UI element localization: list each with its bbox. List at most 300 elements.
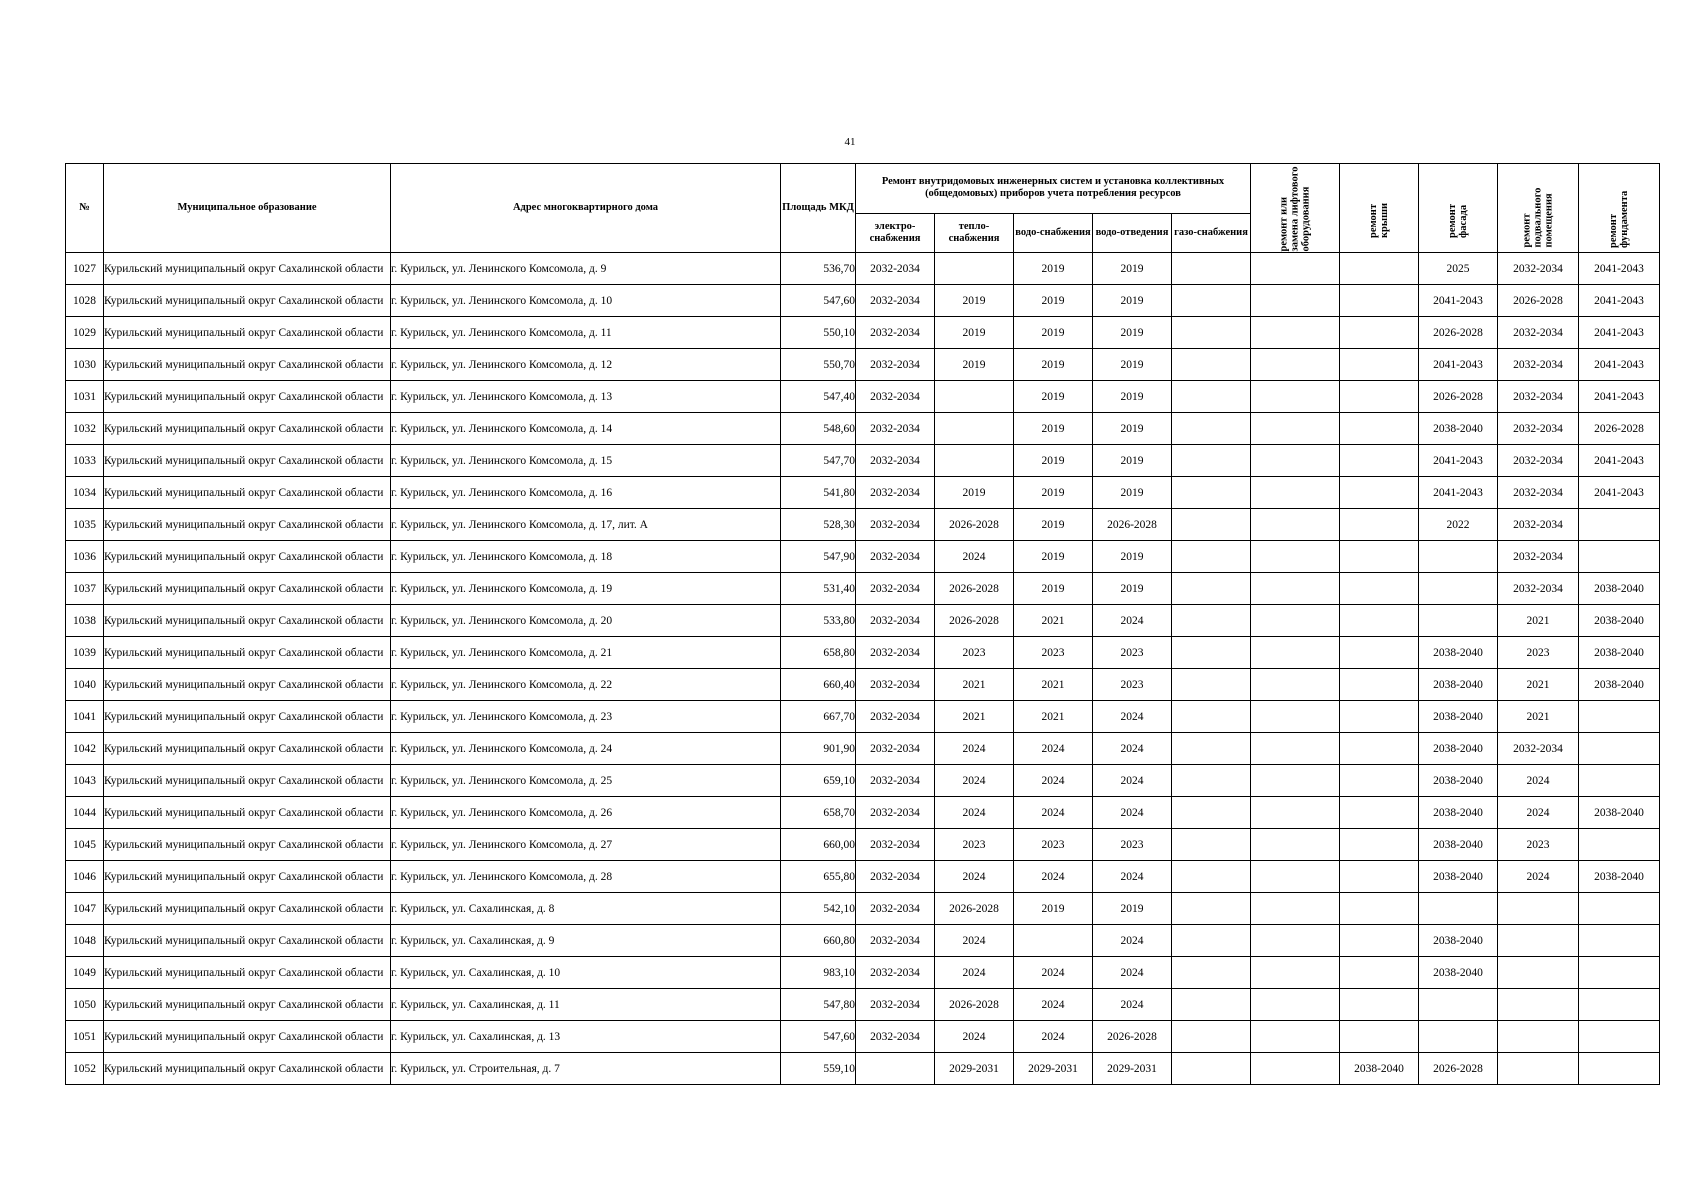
roof-cell <box>1340 733 1419 765</box>
electric-cell: 2032-2034 <box>856 253 935 285</box>
row-number: 1040 <box>66 669 104 701</box>
gas-cell <box>1172 349 1251 381</box>
lift-cell <box>1251 989 1340 1021</box>
heat-cell: 2021 <box>935 701 1014 733</box>
electric-cell: 2032-2034 <box>856 797 935 829</box>
header-roof <box>1340 164 1419 253</box>
table-row <box>66 285 1660 317</box>
electric-cell: 2032-2034 <box>856 669 935 701</box>
address-cell: г. Курильск, ул. Ленинского Комсомола, д. 24 <box>391 733 781 765</box>
roof-cell <box>1340 637 1419 669</box>
area-cell: 658,80 <box>781 637 856 669</box>
municipality-cell: Курильский муниципальный округ Сахалинской области <box>104 989 391 1021</box>
table-row <box>66 701 1660 733</box>
table-row <box>66 445 1660 477</box>
address-cell: г. Курильск, ул. Сахалинская, д. 8 <box>391 893 781 925</box>
lift-cell <box>1251 573 1340 605</box>
foundation-cell: 2041-2043 <box>1579 477 1660 509</box>
gas-cell <box>1172 1021 1251 1053</box>
water-cell: 2024 <box>1014 733 1093 765</box>
basement-cell: 2032-2034 <box>1498 733 1579 765</box>
area-cell: 658,70 <box>781 797 856 829</box>
municipality-cell: Курильский муниципальный округ Сахалинской области <box>104 381 391 413</box>
municipality-cell: Курильский муниципальный округ Сахалинской области <box>104 1021 391 1053</box>
header-electric: электро-снабжения <box>856 213 935 252</box>
area-cell: 547,60 <box>781 1021 856 1053</box>
table-row <box>66 605 1660 637</box>
electric-cell: 2032-2034 <box>856 925 935 957</box>
area-cell: 550,70 <box>781 349 856 381</box>
roof-cell <box>1340 861 1419 893</box>
water-cell: 2019 <box>1014 509 1093 541</box>
lift-cell <box>1251 381 1340 413</box>
basement-cell: 2021 <box>1498 669 1579 701</box>
drain-cell: 2019 <box>1093 253 1172 285</box>
gas-cell <box>1172 797 1251 829</box>
row-number: 1049 <box>66 957 104 989</box>
gas-cell <box>1172 733 1251 765</box>
water-cell: 2024 <box>1014 765 1093 797</box>
electric-cell: 2032-2034 <box>856 733 935 765</box>
facade-cell: 2038-2040 <box>1419 861 1498 893</box>
electric-cell: 2032-2034 <box>856 701 935 733</box>
table-row <box>66 317 1660 349</box>
facade-cell: 2041-2043 <box>1419 445 1498 477</box>
header-facade <box>1419 164 1498 253</box>
heat-cell <box>935 381 1014 413</box>
basement-cell <box>1498 1053 1579 1085</box>
foundation-cell <box>1579 765 1660 797</box>
table-row <box>66 253 1660 285</box>
electric-cell <box>856 1053 935 1085</box>
lift-cell <box>1251 285 1340 317</box>
row-number: 1031 <box>66 381 104 413</box>
drain-cell: 2024 <box>1093 605 1172 637</box>
lift-cell <box>1251 701 1340 733</box>
foundation-cell <box>1579 1053 1660 1085</box>
roof-cell <box>1340 285 1419 317</box>
basement-cell: 2032-2034 <box>1498 541 1579 573</box>
municipality-cell: Курильский муниципальный округ Сахалинской области <box>104 605 391 637</box>
basement-cell <box>1498 989 1579 1021</box>
electric-cell: 2032-2034 <box>856 1021 935 1053</box>
electric-cell: 2032-2034 <box>856 413 935 445</box>
drain-cell: 2024 <box>1093 989 1172 1021</box>
table-row <box>66 669 1660 701</box>
facade-cell: 2038-2040 <box>1419 413 1498 445</box>
area-cell: 559,10 <box>781 1053 856 1085</box>
heat-cell: 2024 <box>935 957 1014 989</box>
water-cell: 2021 <box>1014 701 1093 733</box>
foundation-cell: 2041-2043 <box>1579 381 1660 413</box>
row-number: 1041 <box>66 701 104 733</box>
heat-cell: 2024 <box>935 797 1014 829</box>
header-basement <box>1498 164 1579 253</box>
area-cell: 983,10 <box>781 957 856 989</box>
basement-cell: 2032-2034 <box>1498 253 1579 285</box>
address-cell: г. Курильск, ул. Ленинского Комсомола, д. 23 <box>391 701 781 733</box>
municipality-cell: Курильский муниципальный округ Сахалинской области <box>104 285 391 317</box>
gas-cell <box>1172 701 1251 733</box>
capital-repair-table <box>65 163 1660 1085</box>
roof-cell <box>1340 253 1419 285</box>
basement-cell: 2032-2034 <box>1498 573 1579 605</box>
municipality-cell: Курильский муниципальный округ Сахалинской области <box>104 765 391 797</box>
header-facade-text: ремонт фасада <box>1447 203 1469 238</box>
water-cell: 2024 <box>1014 861 1093 893</box>
roof-cell <box>1340 1021 1419 1053</box>
drain-cell: 2024 <box>1093 701 1172 733</box>
electric-cell: 2032-2034 <box>856 957 935 989</box>
header-foundation-text: ремонт фундамента <box>1608 190 1630 248</box>
municipality-cell: Курильский муниципальный округ Сахалинской области <box>104 925 391 957</box>
electric-cell: 2032-2034 <box>856 381 935 413</box>
facade-cell: 2026-2028 <box>1419 381 1498 413</box>
row-number: 1035 <box>66 509 104 541</box>
water-cell: 2019 <box>1014 253 1093 285</box>
heat-cell: 2019 <box>935 349 1014 381</box>
address-cell: г. Курильск, ул. Ленинского Комсомола, д. 16 <box>391 477 781 509</box>
facade-cell: 2041-2043 <box>1419 285 1498 317</box>
municipality-cell: Курильский муниципальный округ Сахалинской области <box>104 253 391 285</box>
heat-cell: 2024 <box>935 1021 1014 1053</box>
drain-cell: 2019 <box>1093 445 1172 477</box>
address-cell: г. Курильск, ул. Ленинского Комсомола, д. 14 <box>391 413 781 445</box>
lift-cell <box>1251 733 1340 765</box>
municipality-cell: Курильский муниципальный округ Сахалинской области <box>104 637 391 669</box>
municipality-cell: Курильский муниципальный округ Сахалинской области <box>104 701 391 733</box>
lift-cell <box>1251 445 1340 477</box>
municipality-cell: Курильский муниципальный округ Сахалинской области <box>104 861 391 893</box>
roof-cell <box>1340 605 1419 637</box>
facade-cell: 2026-2028 <box>1419 317 1498 349</box>
foundation-cell: 2026-2028 <box>1579 413 1660 445</box>
address-cell: г. Курильск, ул. Ленинского Комсомола, д. 26 <box>391 797 781 829</box>
row-number: 1027 <box>66 253 104 285</box>
row-number: 1052 <box>66 1053 104 1085</box>
header-municipality: Муниципальное образование <box>104 164 391 253</box>
heat-cell: 2024 <box>935 925 1014 957</box>
table-row <box>66 541 1660 573</box>
heat-cell: 2023 <box>935 637 1014 669</box>
municipality-cell: Курильский муниципальный округ Сахалинской области <box>104 445 391 477</box>
roof-cell <box>1340 925 1419 957</box>
municipality-cell: Курильский муниципальный округ Сахалинской области <box>104 477 391 509</box>
drain-cell: 2023 <box>1093 669 1172 701</box>
row-number: 1048 <box>66 925 104 957</box>
facade-cell: 2041-2043 <box>1419 349 1498 381</box>
row-number: 1033 <box>66 445 104 477</box>
address-cell: г. Курильск, ул. Ленинского Комсомола, д. 21 <box>391 637 781 669</box>
address-cell: г. Курильск, ул. Ленинского Комсомола, д. 27 <box>391 829 781 861</box>
heat-cell: 2021 <box>935 669 1014 701</box>
foundation-cell <box>1579 957 1660 989</box>
header-address: Адрес многоквартирного дома <box>391 164 781 253</box>
water-cell: 2019 <box>1014 541 1093 573</box>
heat-cell: 2019 <box>935 477 1014 509</box>
gas-cell <box>1172 605 1251 637</box>
row-number: 1047 <box>66 893 104 925</box>
area-cell: 667,70 <box>781 701 856 733</box>
water-cell: 2019 <box>1014 413 1093 445</box>
row-number: 1029 <box>66 317 104 349</box>
heat-cell: 2019 <box>935 285 1014 317</box>
roof-cell <box>1340 797 1419 829</box>
water-cell: 2021 <box>1014 669 1093 701</box>
area-cell: 533,80 <box>781 605 856 637</box>
gas-cell <box>1172 637 1251 669</box>
municipality-cell: Курильский муниципальный округ Сахалинской области <box>104 957 391 989</box>
basement-cell: 2032-2034 <box>1498 413 1579 445</box>
heat-cell: 2026-2028 <box>935 893 1014 925</box>
roof-cell <box>1340 701 1419 733</box>
basement-cell: 2021 <box>1498 605 1579 637</box>
header-engineering-systems: Ремонт внутридомовых инженерных систем и установка коллективных (общедомовых) приборов учета потребления ресурсов <box>856 164 1251 214</box>
basement-cell <box>1498 893 1579 925</box>
gas-cell <box>1172 541 1251 573</box>
facade-cell: 2025 <box>1419 253 1498 285</box>
area-cell: 660,00 <box>781 829 856 861</box>
foundation-cell <box>1579 893 1660 925</box>
drain-cell: 2029-2031 <box>1093 1053 1172 1085</box>
header-roof-text: ремонт крыши <box>1368 202 1390 238</box>
table-body <box>66 253 1660 1085</box>
address-cell: г. Курильск, ул. Строительная, д. 7 <box>391 1053 781 1085</box>
water-cell: 2019 <box>1014 285 1093 317</box>
row-number: 1028 <box>66 285 104 317</box>
row-number: 1050 <box>66 989 104 1021</box>
facade-cell <box>1419 605 1498 637</box>
foundation-cell <box>1579 1021 1660 1053</box>
heat-cell: 2026-2028 <box>935 573 1014 605</box>
header-water: водо-снабжения <box>1014 213 1093 252</box>
area-cell: 528,30 <box>781 509 856 541</box>
basement-cell: 2032-2034 <box>1498 445 1579 477</box>
roof-cell <box>1340 541 1419 573</box>
table-row <box>66 765 1660 797</box>
foundation-cell <box>1579 509 1660 541</box>
row-number: 1038 <box>66 605 104 637</box>
lift-cell <box>1251 925 1340 957</box>
heat-cell <box>935 253 1014 285</box>
lift-cell <box>1251 1021 1340 1053</box>
area-cell: 901,90 <box>781 733 856 765</box>
electric-cell: 2032-2034 <box>856 829 935 861</box>
area-cell: 531,40 <box>781 573 856 605</box>
water-cell: 2024 <box>1014 1021 1093 1053</box>
municipality-cell: Курильский муниципальный округ Сахалинской области <box>104 893 391 925</box>
address-cell: г. Курильск, ул. Ленинского Комсомола, д. 20 <box>391 605 781 637</box>
gas-cell <box>1172 381 1251 413</box>
gas-cell <box>1172 925 1251 957</box>
header-drain: водо-отведения <box>1093 213 1172 252</box>
lift-cell <box>1251 957 1340 989</box>
lift-cell <box>1251 509 1340 541</box>
roof-cell <box>1340 765 1419 797</box>
area-cell: 548,60 <box>781 413 856 445</box>
foundation-cell: 2041-2043 <box>1579 285 1660 317</box>
area-cell: 547,70 <box>781 445 856 477</box>
drain-cell: 2019 <box>1093 317 1172 349</box>
heat-cell: 2019 <box>935 317 1014 349</box>
water-cell <box>1014 925 1093 957</box>
basement-cell: 2024 <box>1498 765 1579 797</box>
gas-cell <box>1172 989 1251 1021</box>
gas-cell <box>1172 413 1251 445</box>
gas-cell <box>1172 317 1251 349</box>
area-cell: 547,60 <box>781 285 856 317</box>
electric-cell: 2032-2034 <box>856 989 935 1021</box>
table-row <box>66 861 1660 893</box>
municipality-cell: Курильский муниципальный округ Сахалинской области <box>104 413 391 445</box>
table-row <box>66 1021 1660 1053</box>
roof-cell <box>1340 989 1419 1021</box>
water-cell: 2021 <box>1014 605 1093 637</box>
foundation-cell: 2038-2040 <box>1579 669 1660 701</box>
table-row <box>66 509 1660 541</box>
facade-cell: 2038-2040 <box>1419 829 1498 861</box>
drain-cell: 2023 <box>1093 829 1172 861</box>
facade-cell: 2038-2040 <box>1419 925 1498 957</box>
basement-cell: 2021 <box>1498 701 1579 733</box>
lift-cell <box>1251 413 1340 445</box>
lift-cell <box>1251 541 1340 573</box>
municipality-cell: Курильский муниципальный округ Сахалинской области <box>104 829 391 861</box>
header-basement-text: ремонт подвального помещения <box>1521 187 1555 248</box>
lift-cell <box>1251 349 1340 381</box>
basement-cell: 2024 <box>1498 797 1579 829</box>
drain-cell: 2019 <box>1093 413 1172 445</box>
foundation-cell: 2038-2040 <box>1579 637 1660 669</box>
electric-cell: 2032-2034 <box>856 477 935 509</box>
water-cell: 2024 <box>1014 989 1093 1021</box>
lift-cell <box>1251 317 1340 349</box>
page-number: 41 <box>844 136 856 148</box>
basement-cell: 2032-2034 <box>1498 317 1579 349</box>
table-row <box>66 637 1660 669</box>
facade-cell: 2038-2040 <box>1419 733 1498 765</box>
facade-cell <box>1419 989 1498 1021</box>
water-cell: 2019 <box>1014 445 1093 477</box>
lift-cell <box>1251 669 1340 701</box>
header-lift-text: ремонт или замена лифтового оборудования <box>1278 166 1312 252</box>
heat-cell: 2024 <box>935 733 1014 765</box>
table-row <box>66 893 1660 925</box>
row-number: 1036 <box>66 541 104 573</box>
table-row <box>66 381 1660 413</box>
roof-cell <box>1340 477 1419 509</box>
facade-cell: 2038-2040 <box>1419 701 1498 733</box>
row-number: 1051 <box>66 1021 104 1053</box>
facade-cell <box>1419 573 1498 605</box>
roof-cell <box>1340 669 1419 701</box>
heat-cell: 2029-2031 <box>935 1053 1014 1085</box>
area-cell: 547,40 <box>781 381 856 413</box>
area-cell: 660,40 <box>781 669 856 701</box>
address-cell: г. Курильск, ул. Ленинского Комсомола, д. 17, лит. А <box>391 509 781 541</box>
gas-cell <box>1172 669 1251 701</box>
water-cell: 2023 <box>1014 637 1093 669</box>
table-row <box>66 989 1660 1021</box>
address-cell: г. Курильск, ул. Ленинского Комсомола, д. 11 <box>391 317 781 349</box>
table-row <box>66 797 1660 829</box>
table-row <box>66 349 1660 381</box>
basement-cell: 2024 <box>1498 861 1579 893</box>
heat-cell: 2024 <box>935 541 1014 573</box>
gas-cell <box>1172 957 1251 989</box>
foundation-cell <box>1579 541 1660 573</box>
lift-cell <box>1251 1053 1340 1085</box>
row-number: 1032 <box>66 413 104 445</box>
roof-cell <box>1340 317 1419 349</box>
gas-cell <box>1172 477 1251 509</box>
lift-cell <box>1251 861 1340 893</box>
table-row <box>66 733 1660 765</box>
foundation-cell <box>1579 733 1660 765</box>
row-number: 1044 <box>66 797 104 829</box>
foundation-cell <box>1579 925 1660 957</box>
address-cell: г. Курильск, ул. Сахалинская, д. 9 <box>391 925 781 957</box>
roof-cell <box>1340 509 1419 541</box>
drain-cell: 2024 <box>1093 925 1172 957</box>
roof-cell <box>1340 349 1419 381</box>
drain-cell: 2024 <box>1093 861 1172 893</box>
roof-cell <box>1340 829 1419 861</box>
lift-cell <box>1251 637 1340 669</box>
facade-cell <box>1419 1021 1498 1053</box>
area-cell: 659,10 <box>781 765 856 797</box>
electric-cell: 2032-2034 <box>856 893 935 925</box>
water-cell: 2019 <box>1014 573 1093 605</box>
address-cell: г. Курильск, ул. Ленинского Комсомола, д. 22 <box>391 669 781 701</box>
drain-cell: 2019 <box>1093 349 1172 381</box>
basement-cell: 2032-2034 <box>1498 381 1579 413</box>
table-row <box>66 413 1660 445</box>
water-cell: 2023 <box>1014 829 1093 861</box>
drain-cell: 2024 <box>1093 733 1172 765</box>
heat-cell: 2023 <box>935 829 1014 861</box>
municipality-cell: Курильский муниципальный округ Сахалинской области <box>104 573 391 605</box>
foundation-cell <box>1579 989 1660 1021</box>
water-cell: 2019 <box>1014 381 1093 413</box>
roof-cell <box>1340 413 1419 445</box>
municipality-cell: Курильский муниципальный округ Сахалинской области <box>104 669 391 701</box>
roof-cell <box>1340 381 1419 413</box>
basement-cell: 2032-2034 <box>1498 477 1579 509</box>
header-gas: газо-снабжения <box>1172 213 1251 252</box>
area-cell: 542,10 <box>781 893 856 925</box>
basement-cell: 2032-2034 <box>1498 349 1579 381</box>
header-lift <box>1251 164 1340 253</box>
gas-cell <box>1172 829 1251 861</box>
lift-cell <box>1251 765 1340 797</box>
heat-cell: 2026-2028 <box>935 509 1014 541</box>
facade-cell <box>1419 541 1498 573</box>
foundation-cell: 2041-2043 <box>1579 317 1660 349</box>
heat-cell <box>935 413 1014 445</box>
drain-cell: 2019 <box>1093 893 1172 925</box>
basement-cell <box>1498 925 1579 957</box>
address-cell: г. Курильск, ул. Ленинского Комсомола, д. 19 <box>391 573 781 605</box>
facade-cell <box>1419 893 1498 925</box>
drain-cell: 2024 <box>1093 765 1172 797</box>
facade-cell: 2038-2040 <box>1419 957 1498 989</box>
drain-cell: 2023 <box>1093 637 1172 669</box>
drain-cell: 2019 <box>1093 477 1172 509</box>
water-cell: 2019 <box>1014 349 1093 381</box>
foundation-cell: 2041-2043 <box>1579 445 1660 477</box>
electric-cell: 2032-2034 <box>856 861 935 893</box>
